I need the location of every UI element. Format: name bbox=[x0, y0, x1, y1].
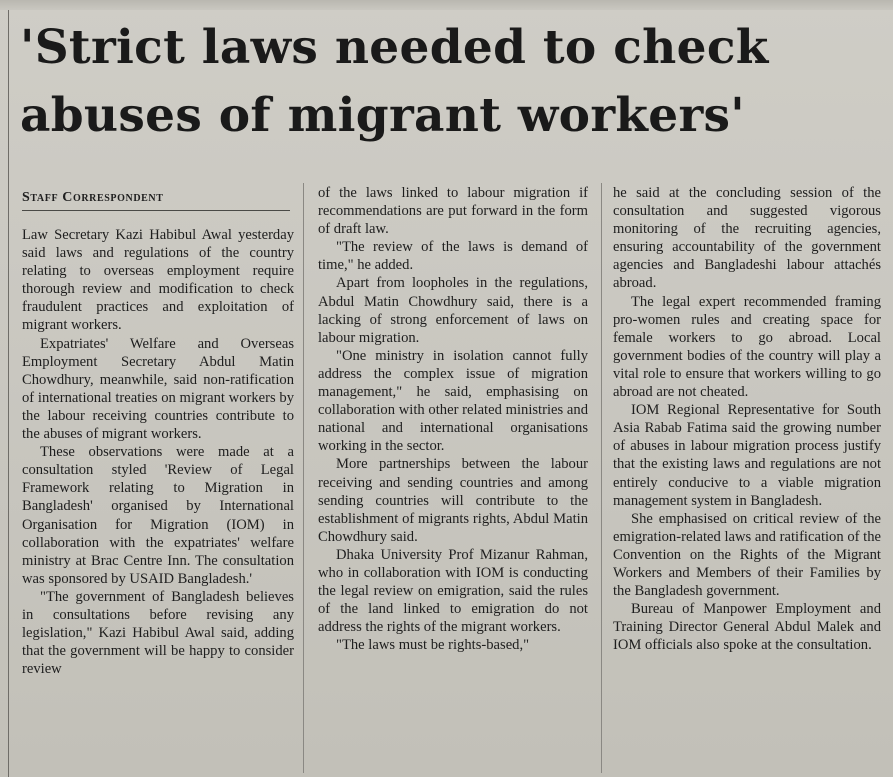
paragraph: More partnerships between the labour receiving and sending countries and among sending countries will contribute to the establishment of migrants rights, Abdul Matin Chowdhury said. bbox=[318, 456, 588, 545]
paragraph: he said at the concluding session of the consultation and suggested vigorous monitoring of the recruiting agencies, ensuring accountability of the government agencies and Bangladeshi labour attachés abroad. bbox=[613, 185, 881, 292]
cropped-top-edge bbox=[0, 0, 893, 10]
left-border-rule bbox=[8, 10, 9, 777]
article-column-3 bbox=[613, 184, 881, 654]
article-headline: 'Strict laws needed to check abuses of migrant workers' bbox=[20, 20, 769, 143]
article-byline: Staff Correspondent bbox=[22, 190, 164, 205]
column-divider-2 bbox=[601, 183, 602, 773]
paragraph: Dhaka University Prof Mizanur Rahman, who in collaboration with IOM is conducting the legal review on emigration, said the rules of the land linked to emigration do not address the rights of the migrant workers. bbox=[318, 546, 588, 636]
paragraph: "One ministry in isolation cannot fully address the complex issue of migration management," he said, emphasising on collaboration with other related ministries and national and international organisations working in the sector. bbox=[318, 347, 588, 455]
byline-underline bbox=[22, 210, 290, 211]
paragraph: The legal expert recommended framing pro-women rules and creating space for female workers to go abroad. Local government bodies of the country will play a vital role to ensure that workers willing to go abroad are not cheated. bbox=[613, 293, 881, 401]
paragraph: Bureau of Manpower Employment and Training Director General Abdul Malek and IOM officials also spoke at the consultation. bbox=[613, 601, 881, 654]
paragraph: Law Secretary Kazi Habibul Awal yesterday said laws and regulations of the country relating to overseas employment require thorough review and modification to check fraudulent practices and exploitation of migrant workers. bbox=[22, 227, 294, 334]
paragraph: IOM Regional Representative for South Asia Rabab Fatima said the growing number of abuses in labour migration process justify that the existing laws and regulations are not entirely conducive to a viable migration management system in Bangladesh. bbox=[613, 402, 881, 509]
article-column-2 bbox=[318, 184, 588, 654]
paragraph: "The government of Bangladesh believes in consultations before revising any legislation," Kazi Habibul Awal said, adding that the government will be happy to consider review bbox=[22, 588, 294, 678]
column-divider-1 bbox=[303, 183, 304, 773]
paragraph: These observations were made at a consultation styled 'Review of Legal Framework relating to Migration in Bangladesh' organised by International Organisation for Migration (IOM) in collaboration with the expatriates' welfare ministry at Brac Centre Inn. The consultation was sponsored by USAID Bangladesh.' bbox=[22, 444, 294, 587]
paragraph: She emphasised on critical review of the emigration-related laws and ratification of the Convention on the Rights of the Migrant Workers and Members of their Families by the Bangladesh government. bbox=[613, 510, 881, 600]
paragraph: Expatriates' Welfare and Overseas Employment Secretary Abdul Matin Chowdhury, meanwhile, said non-ratification of international treaties on migrant workers by the labour receiving countries contribute to the abuses of migrant workers. bbox=[22, 335, 294, 443]
article-column-1 bbox=[22, 226, 294, 678]
paragraph: "The review of the laws is demand of time," he added. bbox=[318, 239, 588, 274]
paragraph: "The laws must be rights-based," bbox=[336, 637, 530, 654]
paragraph: Apart from loopholes in the regulations, Abdul Matin Chowdhury said, there is a lacking of strong enforcement of laws on labour migration. bbox=[318, 275, 588, 346]
paragraph: of the laws linked to labour migration if recommendations are put forward in the form of draft law. bbox=[318, 185, 588, 238]
